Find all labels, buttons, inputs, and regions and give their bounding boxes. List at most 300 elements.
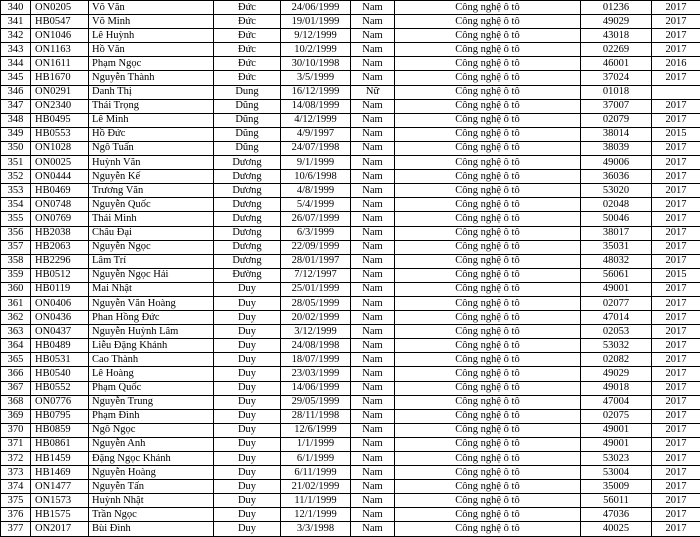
row-number-cell: 369: [1, 409, 31, 423]
student-code-cell: HB0547: [31, 15, 89, 29]
birth-date-cell: 14/08/1999: [281, 99, 351, 113]
student-code-cell: HB2296: [31, 254, 89, 268]
row-number-cell: 366: [1, 367, 31, 381]
row-number-cell: 343: [1, 43, 31, 57]
surname-cell: Mai Nhật: [89, 282, 214, 296]
major-cell: Công nghệ ô tô: [395, 466, 581, 480]
student-code-cell: ON2340: [31, 99, 89, 113]
birth-date-cell: 4/9/1997: [281, 127, 351, 141]
year-cell: [652, 85, 700, 99]
student-code-cell: HB1469: [31, 466, 89, 480]
birth-date-cell: 18/07/1999: [281, 353, 351, 367]
year-cell: 2017: [652, 198, 700, 212]
gender-cell: Nam: [351, 43, 395, 57]
birth-date-cell: 24/07/1998: [281, 141, 351, 155]
row-number-cell: 371: [1, 437, 31, 451]
given-name-cell: Duy: [214, 325, 281, 339]
student-code-cell: ON1611: [31, 57, 89, 71]
major-cell: Công nghệ ô tô: [395, 113, 581, 127]
year-cell: 2017: [652, 15, 700, 29]
year-cell: 2016: [652, 57, 700, 71]
year-cell: 2017: [652, 339, 700, 353]
surname-cell: Danh Thị: [89, 85, 214, 99]
major-cell: Công nghệ ô tô: [395, 480, 581, 494]
row-number-cell: 376: [1, 508, 31, 522]
exam-number-cell: 02053: [581, 325, 652, 339]
exam-number-cell: 49029: [581, 15, 652, 29]
major-cell: Công nghệ ô tô: [395, 29, 581, 43]
major-cell: Công nghệ ô tô: [395, 212, 581, 226]
year-cell: 2017: [652, 367, 700, 381]
exam-number-cell: 48032: [581, 254, 652, 268]
major-cell: Công nghệ ô tô: [395, 1, 581, 15]
birth-date-cell: 20/02/1999: [281, 311, 351, 325]
row-number-cell: 375: [1, 494, 31, 508]
birth-date-cell: 6/3/1999: [281, 226, 351, 240]
student-code-cell: ON0291: [31, 85, 89, 99]
row-number-cell: 359: [1, 268, 31, 282]
surname-cell: Võ Minh: [89, 15, 214, 29]
gender-cell: Nam: [351, 71, 395, 85]
given-name-cell: Duy: [214, 452, 281, 466]
year-cell: 2017: [652, 494, 700, 508]
year-cell: 2017: [652, 480, 700, 494]
major-cell: Công nghệ ô tô: [395, 85, 581, 99]
surname-cell: Nguyễn Trung: [89, 395, 214, 409]
row-number-cell: 360: [1, 282, 31, 296]
major-cell: Công nghệ ô tô: [395, 395, 581, 409]
year-cell: 2017: [652, 226, 700, 240]
table-row: [1, 325, 700, 339]
gender-cell: Nam: [351, 452, 395, 466]
row-number-cell: 345: [1, 71, 31, 85]
year-cell: 2017: [652, 409, 700, 423]
given-name-cell: Duy: [214, 311, 281, 325]
gender-cell: Nam: [351, 113, 395, 127]
year-cell: 2017: [652, 170, 700, 184]
table-row: [1, 156, 700, 170]
student-code-cell: HB0795: [31, 409, 89, 423]
row-number-cell: 367: [1, 381, 31, 395]
row-number-cell: 352: [1, 170, 31, 184]
surname-cell: Võ Văn: [89, 1, 214, 15]
major-cell: Công nghệ ô tô: [395, 127, 581, 141]
exam-number-cell: 02079: [581, 113, 652, 127]
student-code-cell: ON0769: [31, 212, 89, 226]
surname-cell: Nguyễn Huỳnh Lâm: [89, 325, 214, 339]
table-body: [1, 1, 700, 537]
exam-number-cell: 53004: [581, 466, 652, 480]
surname-cell: Nguyễn Thành: [89, 71, 214, 85]
row-number-cell: 348: [1, 113, 31, 127]
row-number-cell: 361: [1, 296, 31, 310]
given-name-cell: Duy: [214, 367, 281, 381]
student-code-cell: ON0406: [31, 296, 89, 310]
given-name-cell: Duy: [214, 522, 281, 536]
student-code-cell: HB0861: [31, 437, 89, 451]
exam-number-cell: 49001: [581, 282, 652, 296]
student-code-cell: HB0469: [31, 184, 89, 198]
exam-number-cell: 02269: [581, 43, 652, 57]
major-cell: Công nghệ ô tô: [395, 282, 581, 296]
major-cell: Công nghệ ô tô: [395, 296, 581, 310]
surname-cell: Nguyễn Hoàng: [89, 466, 214, 480]
year-cell: 2017: [652, 141, 700, 155]
given-name-cell: Đức: [214, 1, 281, 15]
major-cell: Công nghệ ô tô: [395, 184, 581, 198]
table-row: [1, 423, 700, 437]
gender-cell: Nam: [351, 29, 395, 43]
major-cell: Công nghệ ô tô: [395, 141, 581, 155]
table-row: [1, 198, 700, 212]
surname-cell: Phan Hồng Đức: [89, 311, 214, 325]
major-cell: Công nghệ ô tô: [395, 268, 581, 282]
row-number-cell: 350: [1, 141, 31, 155]
student-code-cell: HB2063: [31, 240, 89, 254]
surname-cell: Nguyễn Tấn: [89, 480, 214, 494]
surname-cell: Lê Huỳnh: [89, 29, 214, 43]
year-cell: 2017: [652, 452, 700, 466]
row-number-cell: 362: [1, 311, 31, 325]
year-cell: 2017: [652, 282, 700, 296]
exam-number-cell: 47014: [581, 311, 652, 325]
year-cell: 2015: [652, 127, 700, 141]
surname-cell: Nguyễn Kế: [89, 170, 214, 184]
birth-date-cell: 1/1/1999: [281, 437, 351, 451]
row-number-cell: 356: [1, 226, 31, 240]
table-row: [1, 113, 700, 127]
surname-cell: Lê Minh: [89, 113, 214, 127]
given-name-cell: Duy: [214, 480, 281, 494]
year-cell: 2017: [652, 423, 700, 437]
given-name-cell: Duy: [214, 508, 281, 522]
given-name-cell: Dương: [214, 254, 281, 268]
year-cell: 2015: [652, 268, 700, 282]
table-row: [1, 85, 700, 99]
student-code-cell: ON1028: [31, 141, 89, 155]
surname-cell: Phạm Ngọc: [89, 57, 214, 71]
birth-date-cell: 28/01/1997: [281, 254, 351, 268]
exam-number-cell: 35031: [581, 240, 652, 254]
table-row: [1, 296, 700, 310]
gender-cell: Nam: [351, 240, 395, 254]
given-name-cell: Dương: [214, 212, 281, 226]
given-name-cell: Dũng: [214, 99, 281, 113]
year-cell: 2017: [652, 43, 700, 57]
major-cell: Công nghệ ô tô: [395, 254, 581, 268]
row-number-cell: 363: [1, 325, 31, 339]
birth-date-cell: 28/11/1998: [281, 409, 351, 423]
gender-cell: Nam: [351, 311, 395, 325]
given-name-cell: Dũng: [214, 127, 281, 141]
given-name-cell: Duy: [214, 409, 281, 423]
row-number-cell: 358: [1, 254, 31, 268]
given-name-cell: Dương: [214, 198, 281, 212]
student-code-cell: ON0437: [31, 325, 89, 339]
given-name-cell: Duy: [214, 296, 281, 310]
gender-cell: Nam: [351, 1, 395, 15]
birth-date-cell: 16/12/1999: [281, 85, 351, 99]
table-row: [1, 71, 700, 85]
major-cell: Công nghệ ô tô: [395, 226, 581, 240]
year-cell: 2017: [652, 466, 700, 480]
surname-cell: Nguyễn Văn Hoàng: [89, 296, 214, 310]
table-row: [1, 508, 700, 522]
surname-cell: Cao Thành: [89, 353, 214, 367]
gender-cell: Nam: [351, 409, 395, 423]
birth-date-cell: 9/1/1999: [281, 156, 351, 170]
exam-number-cell: 49001: [581, 423, 652, 437]
table-row: [1, 29, 700, 43]
student-code-cell: ON0776: [31, 395, 89, 409]
surname-cell: Lâm Trí: [89, 254, 214, 268]
surname-cell: Ngô Tuấn: [89, 141, 214, 155]
table-row: [1, 212, 700, 226]
table-row: [1, 15, 700, 29]
student-code-cell: HB0512: [31, 268, 89, 282]
gender-cell: Nam: [351, 508, 395, 522]
exam-number-cell: 43018: [581, 29, 652, 43]
student-code-cell: HB0552: [31, 381, 89, 395]
table-row: [1, 311, 700, 325]
birth-date-cell: 9/12/1999: [281, 29, 351, 43]
row-number-cell: 370: [1, 423, 31, 437]
given-name-cell: Dũng: [214, 141, 281, 155]
gender-cell: Nam: [351, 198, 395, 212]
surname-cell: Nguyễn Ngọc Hải: [89, 268, 214, 282]
exam-number-cell: 02077: [581, 296, 652, 310]
table-row: [1, 437, 700, 451]
given-name-cell: Đường: [214, 268, 281, 282]
table-row: [1, 522, 700, 536]
surname-cell: Ngô Ngọc: [89, 423, 214, 437]
exam-number-cell: 49006: [581, 156, 652, 170]
given-name-cell: Duy: [214, 466, 281, 480]
birth-date-cell: 10/2/1999: [281, 43, 351, 57]
year-cell: 2017: [652, 395, 700, 409]
exam-number-cell: 49001: [581, 437, 652, 451]
year-cell: 2017: [652, 71, 700, 85]
exam-number-cell: 35009: [581, 480, 652, 494]
year-cell: 2017: [652, 353, 700, 367]
given-name-cell: Đức: [214, 15, 281, 29]
year-cell: 2017: [652, 99, 700, 113]
exam-number-cell: 47036: [581, 508, 652, 522]
gender-cell: Nam: [351, 296, 395, 310]
student-code-cell: ON0205: [31, 1, 89, 15]
gender-cell: Nam: [351, 437, 395, 451]
major-cell: Công nghệ ô tô: [395, 367, 581, 381]
major-cell: Công nghệ ô tô: [395, 494, 581, 508]
gender-cell: Nam: [351, 170, 395, 184]
gender-cell: Nữ: [351, 85, 395, 99]
surname-cell: Hồ Đức: [89, 127, 214, 141]
student-code-cell: HB0540: [31, 367, 89, 381]
table-row: [1, 381, 700, 395]
gender-cell: Nam: [351, 184, 395, 198]
major-cell: Công nghệ ô tô: [395, 423, 581, 437]
surname-cell: Nguyễn Ngọc: [89, 240, 214, 254]
gender-cell: Nam: [351, 268, 395, 282]
row-number-cell: 344: [1, 57, 31, 71]
gender-cell: Nam: [351, 325, 395, 339]
table-row: [1, 226, 700, 240]
birth-date-cell: 28/05/1999: [281, 296, 351, 310]
table-row: [1, 240, 700, 254]
exam-number-cell: 02075: [581, 409, 652, 423]
birth-date-cell: 4/8/1999: [281, 184, 351, 198]
given-name-cell: Đức: [214, 43, 281, 57]
gender-cell: Nam: [351, 99, 395, 113]
birth-date-cell: 24/06/1999: [281, 1, 351, 15]
student-code-cell: HB1459: [31, 452, 89, 466]
gender-cell: Nam: [351, 282, 395, 296]
table-row: [1, 268, 700, 282]
birth-date-cell: 5/4/1999: [281, 198, 351, 212]
gender-cell: Nam: [351, 57, 395, 71]
surname-cell: Châu Đại: [89, 226, 214, 240]
surname-cell: Nguyễn Anh: [89, 437, 214, 451]
table-row: [1, 480, 700, 494]
year-cell: 2017: [652, 381, 700, 395]
exam-number-cell: 53020: [581, 184, 652, 198]
major-cell: Công nghệ ô tô: [395, 240, 581, 254]
table-row: [1, 127, 700, 141]
exam-number-cell: 36036: [581, 170, 652, 184]
surname-cell: Lê Hoàng: [89, 367, 214, 381]
surname-cell: Đặng Ngọc Khánh: [89, 452, 214, 466]
major-cell: Công nghệ ô tô: [395, 311, 581, 325]
student-code-cell: HB0495: [31, 113, 89, 127]
given-name-cell: Dương: [214, 240, 281, 254]
table-row: [1, 494, 700, 508]
row-number-cell: 353: [1, 184, 31, 198]
given-name-cell: Duy: [214, 494, 281, 508]
major-cell: Công nghệ ô tô: [395, 156, 581, 170]
birth-date-cell: 21/02/1999: [281, 480, 351, 494]
table-row: [1, 466, 700, 480]
row-number-cell: 365: [1, 353, 31, 367]
table-row: [1, 170, 700, 184]
exam-number-cell: 38039: [581, 141, 652, 155]
table-row: [1, 254, 700, 268]
student-code-cell: ON1477: [31, 480, 89, 494]
surname-cell: Phạm Đình: [89, 409, 214, 423]
birth-date-cell: 7/12/1997: [281, 268, 351, 282]
birth-date-cell: 6/11/1999: [281, 466, 351, 480]
given-name-cell: Đức: [214, 57, 281, 71]
given-name-cell: Duy: [214, 423, 281, 437]
row-number-cell: 354: [1, 198, 31, 212]
birth-date-cell: 30/10/1998: [281, 57, 351, 71]
major-cell: Công nghệ ô tô: [395, 57, 581, 71]
given-name-cell: Dương: [214, 184, 281, 198]
gender-cell: Nam: [351, 367, 395, 381]
student-code-cell: ON0444: [31, 170, 89, 184]
table-row: [1, 353, 700, 367]
exam-number-cell: 38014: [581, 127, 652, 141]
surname-cell: Bùi Đình: [89, 522, 214, 536]
student-code-cell: HB1670: [31, 71, 89, 85]
year-cell: 2017: [652, 156, 700, 170]
given-name-cell: Đức: [214, 29, 281, 43]
birth-date-cell: 26/07/1999: [281, 212, 351, 226]
gender-cell: Nam: [351, 156, 395, 170]
table-row: [1, 43, 700, 57]
exam-number-cell: 46001: [581, 57, 652, 71]
major-cell: Công nghệ ô tô: [395, 43, 581, 57]
gender-cell: Nam: [351, 127, 395, 141]
gender-cell: Nam: [351, 15, 395, 29]
surname-cell: Liễu Đặng Khánh: [89, 339, 214, 353]
birth-date-cell: 3/5/1999: [281, 71, 351, 85]
given-name-cell: Dương: [214, 170, 281, 184]
birth-date-cell: 3/3/1998: [281, 522, 351, 536]
row-number-cell: 373: [1, 466, 31, 480]
exam-number-cell: 01018: [581, 85, 652, 99]
exam-number-cell: 50046: [581, 212, 652, 226]
major-cell: Công nghệ ô tô: [395, 381, 581, 395]
row-number-cell: 355: [1, 212, 31, 226]
student-code-cell: ON2017: [31, 522, 89, 536]
table-row: [1, 99, 700, 113]
birth-date-cell: 25/01/1999: [281, 282, 351, 296]
row-number-cell: 346: [1, 85, 31, 99]
row-number-cell: 374: [1, 480, 31, 494]
gender-cell: Nam: [351, 226, 395, 240]
exam-number-cell: 38017: [581, 226, 652, 240]
major-cell: Công nghệ ô tô: [395, 409, 581, 423]
row-number-cell: 372: [1, 452, 31, 466]
major-cell: Công nghệ ô tô: [395, 99, 581, 113]
birth-date-cell: 23/03/1999: [281, 367, 351, 381]
table-row: [1, 282, 700, 296]
student-code-cell: HB0531: [31, 353, 89, 367]
major-cell: Công nghệ ô tô: [395, 71, 581, 85]
student-code-cell: HB2038: [31, 226, 89, 240]
gender-cell: Nam: [351, 395, 395, 409]
exam-number-cell: 53032: [581, 339, 652, 353]
table-row: [1, 409, 700, 423]
year-cell: 2017: [652, 240, 700, 254]
row-number-cell: 364: [1, 339, 31, 353]
exam-number-cell: 53023: [581, 452, 652, 466]
row-number-cell: 368: [1, 395, 31, 409]
exam-number-cell: 49029: [581, 367, 652, 381]
exam-number-cell: 37024: [581, 71, 652, 85]
birth-date-cell: 3/12/1999: [281, 325, 351, 339]
exam-number-cell: 02082: [581, 353, 652, 367]
gender-cell: Nam: [351, 423, 395, 437]
table-row: [1, 452, 700, 466]
student-code-cell: HB0553: [31, 127, 89, 141]
given-name-cell: Duy: [214, 381, 281, 395]
year-cell: 2017: [652, 508, 700, 522]
birth-date-cell: 24/08/1998: [281, 339, 351, 353]
major-cell: Công nghệ ô tô: [395, 437, 581, 451]
surname-cell: Huỳnh Văn: [89, 156, 214, 170]
birth-date-cell: 12/6/1999: [281, 423, 351, 437]
birth-date-cell: 19/01/1999: [281, 15, 351, 29]
given-name-cell: Dung: [214, 85, 281, 99]
given-name-cell: Dũng: [214, 113, 281, 127]
birth-date-cell: 14/06/1999: [281, 381, 351, 395]
year-cell: 2017: [652, 212, 700, 226]
given-name-cell: Duy: [214, 437, 281, 451]
student-code-cell: ON1046: [31, 29, 89, 43]
table-row: [1, 367, 700, 381]
student-code-cell: ON1573: [31, 494, 89, 508]
